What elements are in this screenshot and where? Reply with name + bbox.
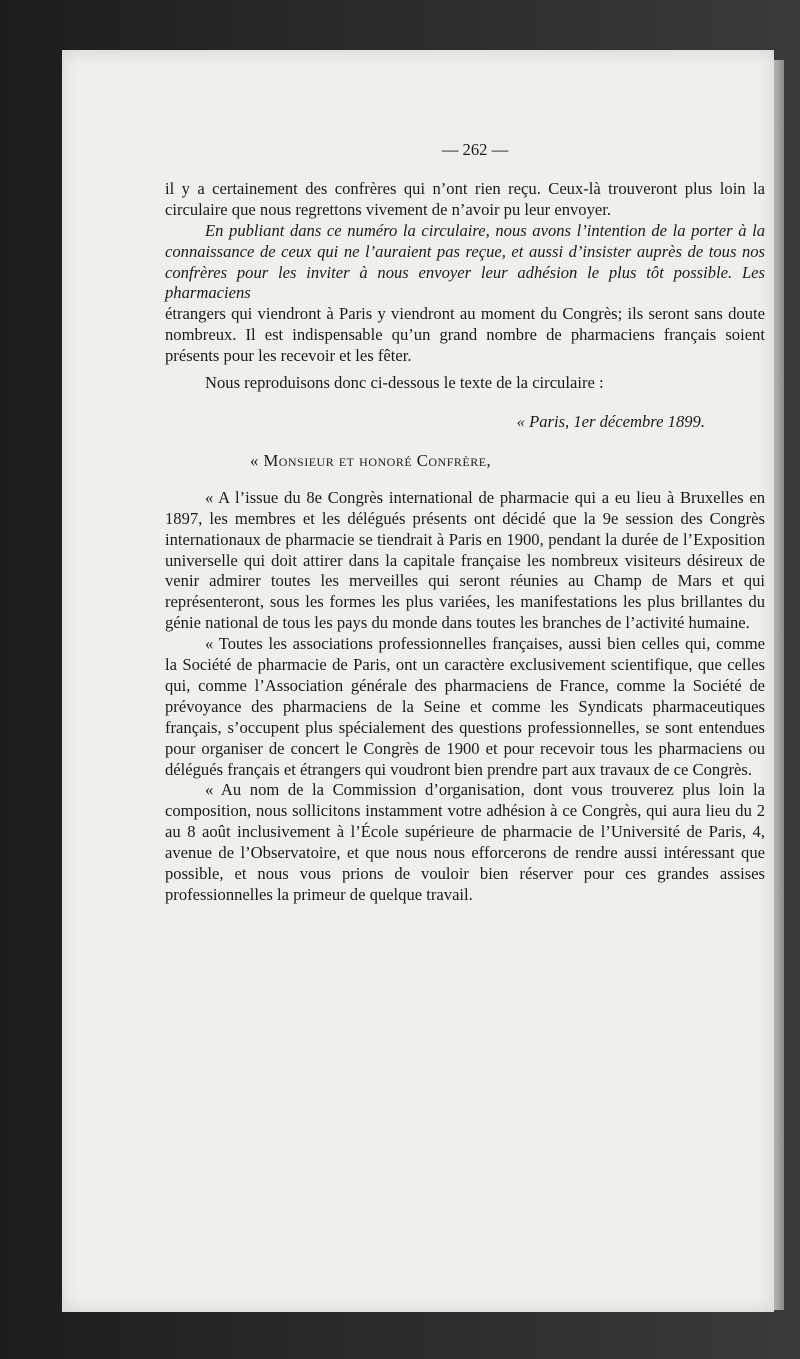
paragraph-5: « A l’issue du 8e Congrès international de pharmacie qui a eu lieu à Bruxelles en 1897, les membres et les délégués présents ont décidé que la 9e session des Congrès internationaux de pharmacie se tiendrait à Paris en 1900, pendant la durée de l’Exposition universelle qui doit attirer dans la capitale française les nombreux visiteurs désireux de venir admirer toutes les merveilles qui seront réunies au Champ de Mars et qui représenteront, sous les formes les plus variées, les manifestations les plus brillantes du génie national de tous les pays du monde dans toutes les branches de l’activité humaine. bbox=[165, 487, 765, 633]
paragraph-2: En publiant dans ce numéro la circulaire, nous avons l’intention de la porter à la connaissance de ceux qui ne l’auraient pas reçue, et aussi d’insister auprès de tous nos confrères pour les inviter à nous envoyer leur adhésion le plus tôt possible. Les pharmaciens bbox=[165, 220, 765, 303]
page-number: — 262 — bbox=[441, 140, 509, 159]
paragraph-4: Nous reproduisons donc ci-dessous le texte de la circulaire : bbox=[205, 373, 604, 393]
circular-date: « Paris, 1er décembre 1899. bbox=[516, 411, 705, 431]
paragraph-7: « Au nom de la Commission d’organisation, dont vous trouverez plus loin la composition, nous sollicitons instamment votre adhésion à ce Congrès, qui aura lieu du 2 au 8 août inclusivement à l’École supérieure de pharmacie de l’Université de Paris, 4, avenue de l’Observatoire, et que nous nous efforcerons de rendre aussi intéressant que possible, et nous vous prions de vouloir bien réserver pour ces grandes assises professionnelles la primeur de quelque travail. bbox=[165, 780, 765, 904]
paragraph-6: « Toutes les associations professionnelles françaises, aussi bien celles qui, comme la Société de pharmacie de Paris, ont un caractère exclusivement scientifique, que celles qui, comme l’Association générale des pharmaciens de France, comme la Société de prévoyance des pharmaciens de la Seine et comme les Syndicats pharmaceutiques français, s’occupent plus spécialement des questions professionnelles, se sont entendues pour organiser de concert le Congrès de 1900 et pour recevoir tous les pharmaciens ou délégués français et étrangers qui voudront bien prendre part aux travaux de ce Congrès. bbox=[165, 634, 765, 779]
paragraph-3: étrangers qui viendront à Paris y viendront au moment du Congrès; ils seront sans doute nombreux. Il est indispensable qu’un grand nombre de pharmaciens français soient présents pour les recevoir et les fêter. bbox=[165, 304, 765, 366]
page-text bbox=[165, 140, 765, 906]
salutation: « Monsieur et honoré Confrère, bbox=[250, 450, 492, 470]
paragraph-1: il y a certainement des confrères qui n’ont rien reçu. Ceux-là trouveront plus loin la circulaire que nous regrettons vivement de n’avoir pu leur envoyer. bbox=[165, 178, 765, 219]
